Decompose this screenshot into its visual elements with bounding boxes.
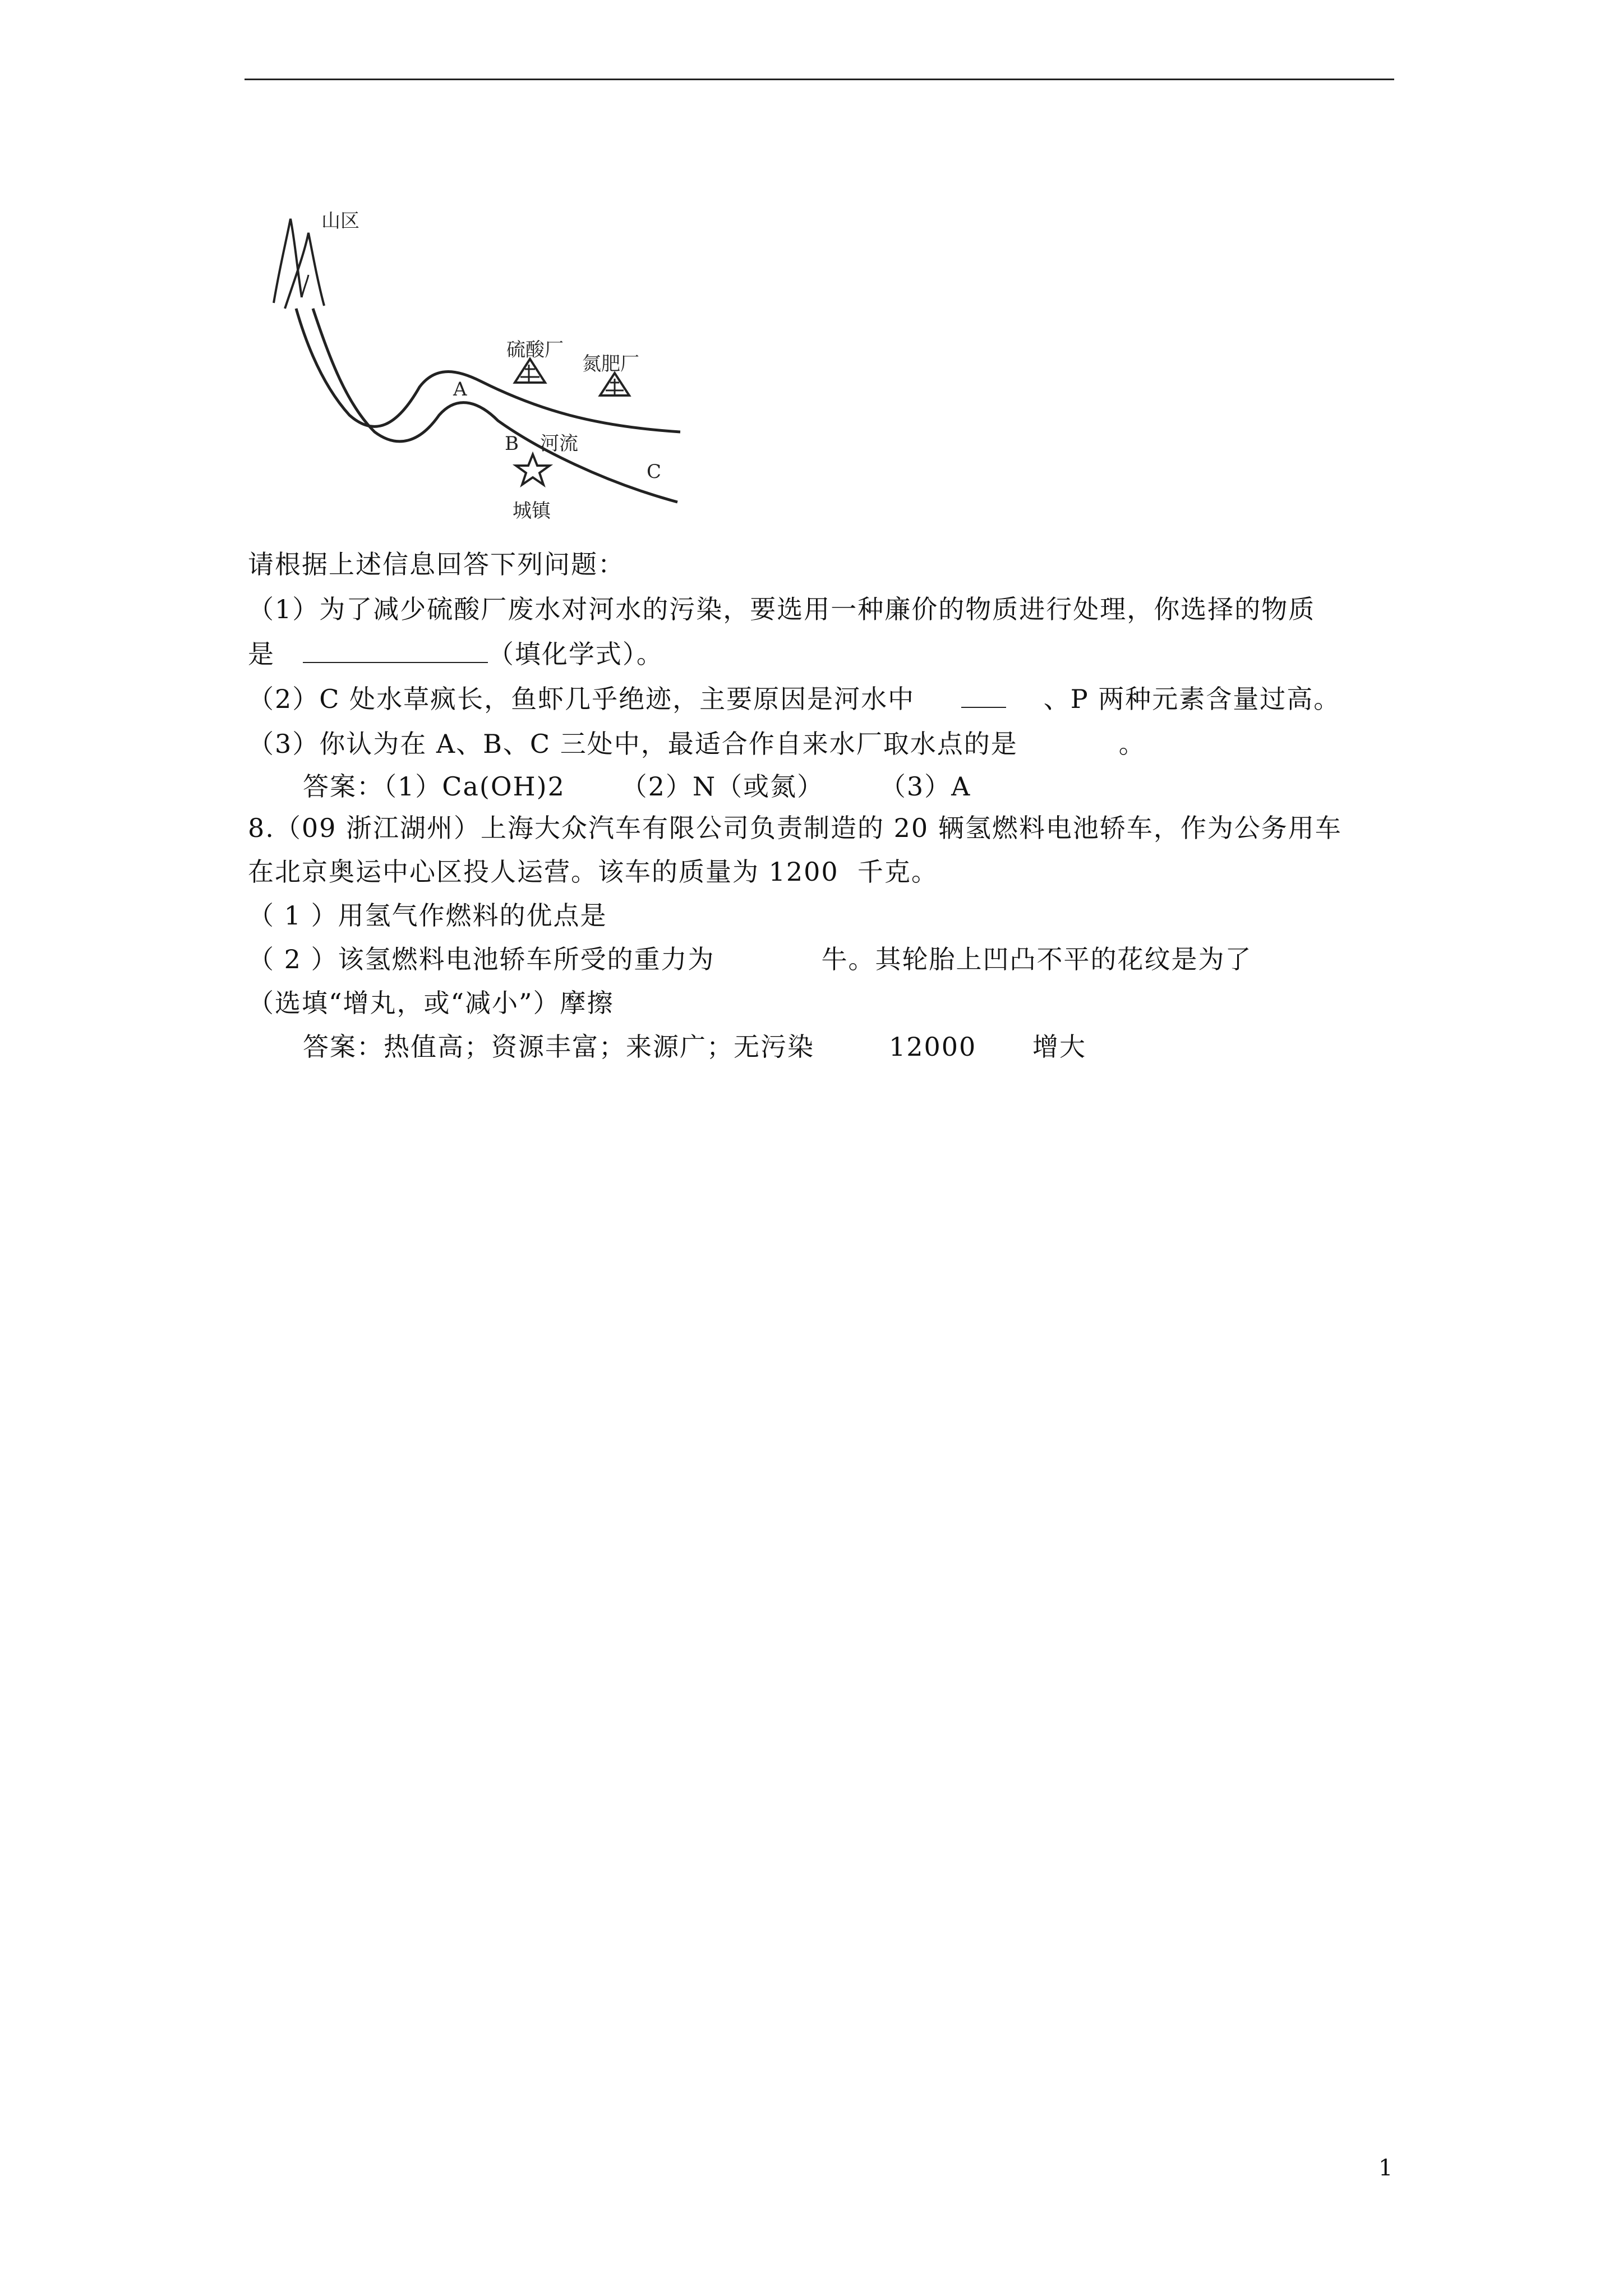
q7-part2-prefix: （2）C 处水草疯长，鱼虾几乎绝迹，主要原因是河水中 bbox=[248, 684, 915, 714]
q7-part3 bbox=[248, 727, 1398, 761]
q8-part2-prefix: （ 2 ）该氢燃料电池轿车所受的重力为 bbox=[248, 944, 715, 974]
q7-part2-suffix: 、P 两种元素含量过高。 bbox=[1043, 684, 1341, 714]
q7-part2 bbox=[248, 682, 1398, 716]
point-c-label: C bbox=[647, 461, 662, 483]
q7-part3-suffix: 。 bbox=[1118, 729, 1146, 759]
town-label: 城镇 bbox=[513, 500, 551, 522]
town-star-icon bbox=[516, 454, 550, 485]
mountain-shape bbox=[274, 219, 302, 303]
acid-plant-label: 硫酸厂 bbox=[506, 339, 564, 361]
river-bank-lower bbox=[313, 309, 677, 502]
q8-line2: 在北京奥运中心区投人运营。该车的质量为 1200 千克。 bbox=[248, 857, 938, 887]
q8-part1: （ 1 ）用氢气作燃料的优点是 bbox=[248, 900, 607, 931]
page-number: 1 bbox=[1378, 2155, 1393, 2181]
q8-part2-suffix: 牛。其轮胎上凹凸不平的花纹是为了 bbox=[821, 944, 1252, 974]
q7-part1-suffix: （填化学式）。 bbox=[487, 639, 663, 669]
river-label: 河流 bbox=[540, 432, 578, 455]
q8-part2-line2: （选填“增丸，或“减小”）摩擦 bbox=[248, 988, 614, 1018]
answer-blank bbox=[961, 684, 1006, 708]
mountain-ridge bbox=[302, 275, 308, 297]
fertilizer-plant-icon bbox=[600, 373, 629, 395]
q8-line1: 8.（09 浙江湖州）上海大众汽车有限公司负责制造的 20 辆氢燃料电池轿车，作为公务用车 bbox=[248, 813, 1342, 843]
header-rule bbox=[245, 79, 1394, 80]
q7-answer: 答案：（1）Ca(OH)2 （2）N（或氮） （3）A bbox=[303, 771, 971, 802]
q8-part2 bbox=[248, 942, 1398, 976]
river-map-drawing bbox=[246, 202, 689, 533]
acid-plant-icon bbox=[515, 359, 545, 383]
mountain-label: 山区 bbox=[321, 210, 359, 232]
q7-part1-prefix: 是 bbox=[248, 639, 275, 669]
point-b-label: B bbox=[505, 432, 519, 455]
q8-answer: 答案：热值高；资源丰富；来源广；无污染 12000 增大 bbox=[303, 1032, 1087, 1062]
river-map-figure bbox=[246, 202, 689, 533]
q7-part1-line1: （1）为了减少硫酸厂废水对河水的污染，要选用一种廉价的物质进行处理，你选择的物质 bbox=[248, 594, 1316, 624]
fertilizer-plant-label: 氮肥厂 bbox=[582, 353, 639, 375]
mountain-shape bbox=[285, 233, 324, 309]
q7-part3-prefix: （3）你认为在 A、B、C 三处中，最适合作自来水厂取水点的是 bbox=[248, 729, 1018, 759]
point-a-label: A bbox=[453, 378, 467, 401]
q7-part1-line2 bbox=[248, 637, 1398, 671]
answer-blank bbox=[303, 639, 488, 663]
q7-intro: 请根据上述信息回答下列问题： bbox=[248, 549, 625, 579]
